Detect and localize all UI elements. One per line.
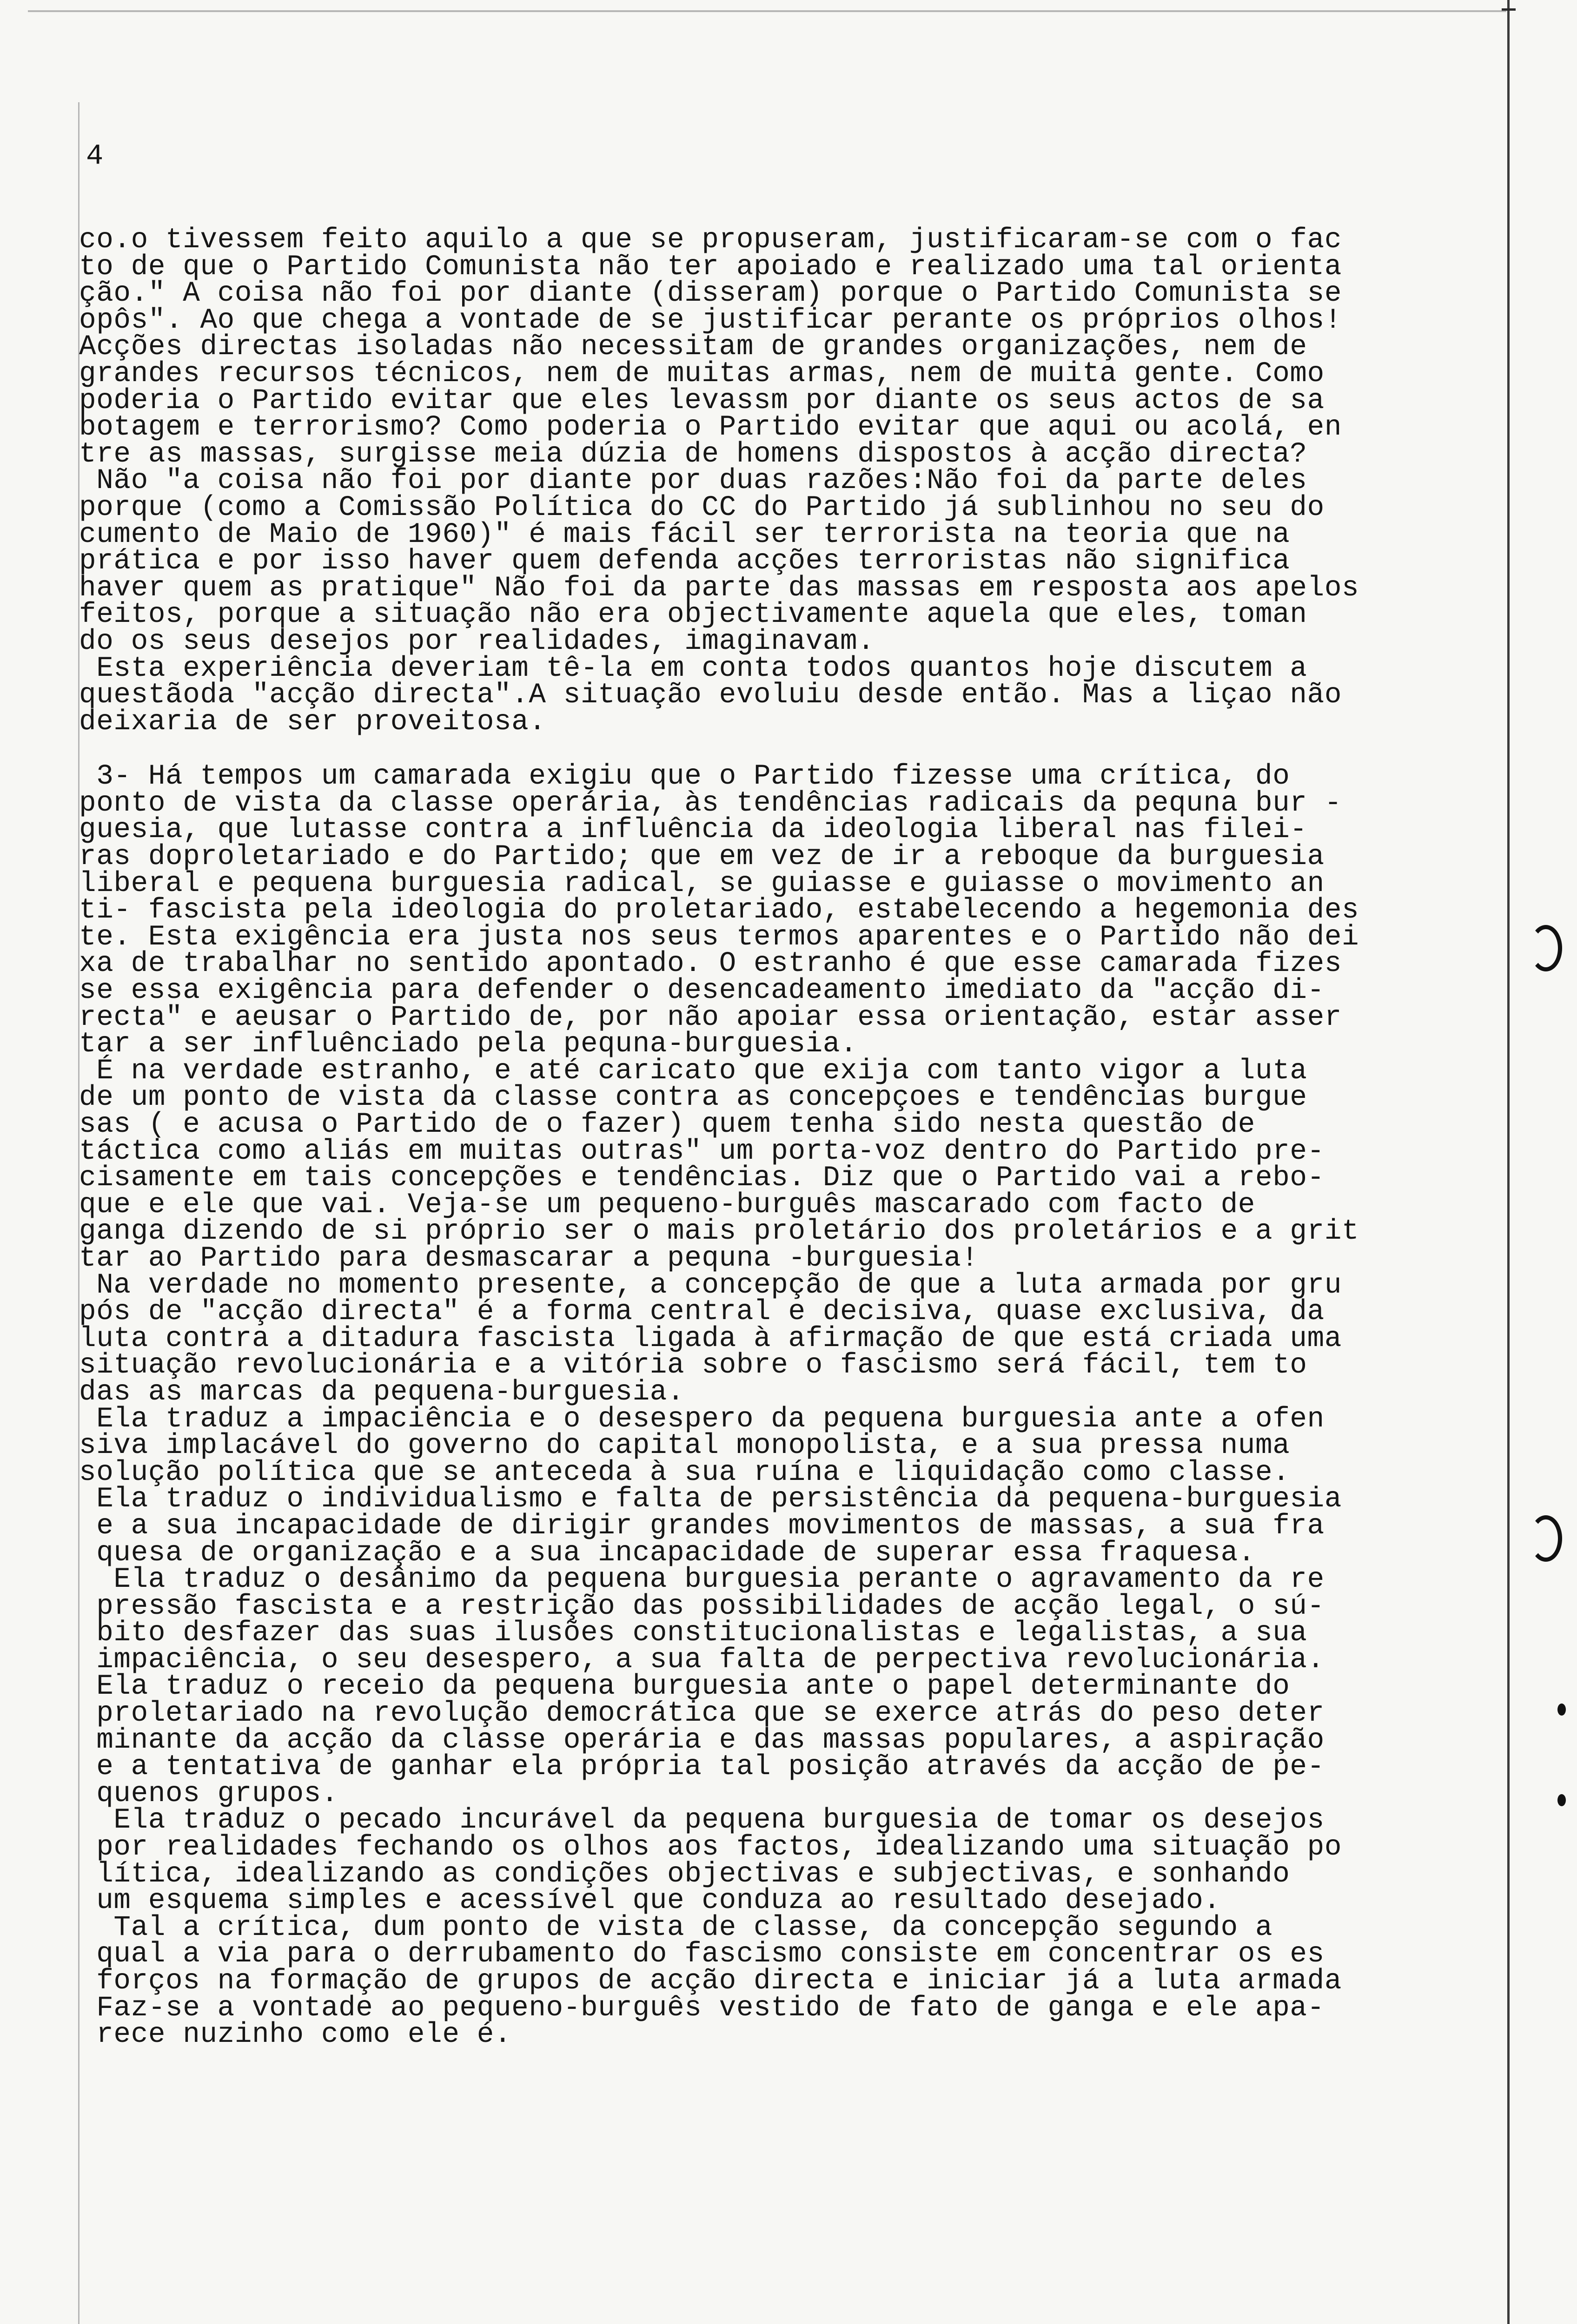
text-line: proletariado na revolução democrática que se exerce atrás do peso deter [79,1697,1325,1730]
text-line: forços na formação de grupos de acção directa e iniciar já a luta armada [79,1965,1342,1997]
text-line: luta contra a ditadura fascista ligada à afirmação de que está criada uma [79,1322,1342,1355]
text-line: solução política que se anteceda à sua ruína e liquidação como classe. [79,1456,1290,1489]
paragraph-gap [79,735,1446,763]
text-line: Acções directas isoladas não necessitam de grandes organizações, nem de [79,331,1307,363]
text-line: por realidades fechando os olhos aos factos, idealizando uma situação po [79,1831,1342,1864]
binder-hole-top [1530,925,1562,971]
text-line: sas ( e acusa o Partido de o fazer) quem tenha sido nesta questão de [79,1109,1256,1141]
text-line: questãoda "acção directa".A situação evoluiu desde então. Mas a liçao não [79,679,1342,712]
text-line: Tal a crítica, dum ponto de vista de classe, da concepção segundo a [79,1911,1273,1944]
corner-mark [1502,8,1516,11]
text-line: 3- Há tempos um camarada exigiu que o Partido fizesse uma crítica, do [79,760,1290,793]
text-line: pós de "acção directa" é a forma central e decisiva, quase exclusiva, da [79,1296,1325,1328]
text-line: quesa de organização e a sua incapacidade de superar essa fraquesa. [79,1537,1256,1569]
ink-dot [1557,1794,1566,1806]
binder-hole-bottom [1530,1515,1562,1562]
text-line: rece nuzinho como ele é. [79,2019,512,2051]
text-line: lítica, idealizando as condições objectivas e subjectivas, e sonhando [79,1858,1290,1890]
text-line: to de que o Partido Comunista não ter apoiado e realizado uma tal orienta [79,251,1342,283]
text-line: Ela traduz o pecado incurável da pequena burguesia de tomar os desejos [79,1804,1325,1837]
text-line: que e ele que vai. Veja-se um pequeno-burguês mascarado com facto de [79,1188,1256,1221]
text-line: se essa exigência para defender o desencadeamento imediato da "acção di- [79,975,1325,1007]
text-line: poderia o Partido evitar que eles levassm por diante os seus actos de sa [79,384,1325,417]
text-line: impaciência, o seu desespero, a sua falta de perpectiva revolucionária. [79,1644,1325,1676]
text-line: porque (como a Comissão Política do CC do Partido já sublinhou no seu do [79,491,1325,524]
ink-dot [1557,1703,1566,1716]
text-line: É na verdade estranho, e até caricato que exija com tanto vigor a luta [79,1055,1307,1087]
body-text [79,224,1446,2051]
right-margin-rule [1507,0,1510,2324]
text-line: minante da acção da classe operária e das massas populares, a aspiração [79,1724,1325,1756]
text-line: e a tentativa de ganhar ela própria tal posição através da acção de pe- [79,1751,1325,1783]
text-line: cumento de Maio de 1960)" é mais fácil ser terrorista na teoria que na [79,518,1290,551]
text-line: quenos grupos. [79,1777,339,1810]
text-line: um esquema simples e acessível que conduza ao resultado desejado. [79,1885,1221,1917]
text-line: ras doproletariado e do Partido; que em vez de ir a reboque da burguesia [79,841,1325,873]
text-line: bito desfazer das suas ilusões constitucionalistas e legalistas, a sua [79,1617,1307,1650]
text-line: qual a via para o derrubamento do fascismo consiste em concentrar os es [79,1938,1325,1971]
text-line: do os seus desejos por realidades, imaginavam. [79,625,875,658]
text-line: cisamente em tais concepções e tendências. Diz que o Partido vai a rebo- [79,1162,1325,1195]
text-line: guesia, que lutasse contra a influência da ideologia liberal nas filei- [79,814,1307,846]
text-line: ponto de vista da classe operária, às tendências radicais da pequna bur - [79,787,1342,819]
text-line: co.o tivessem feito aquilo a que se propuseram, justificaram-se com o fac [79,224,1342,256]
text-line: pressão fascista e a restrição das possibilidades de acção legal, o sú- [79,1590,1325,1623]
text-line: haver quem as pratique" Não foi da parte das massas em resposta aos apelos [79,572,1359,604]
text-line: ganga dizendo de si próprio ser o mais proletário dos proletários e a grit [79,1215,1359,1248]
page-number: 4 [86,139,104,172]
text-line: botagem e terrorismo? Como poderia o Partido evitar que aqui ou acolá, en [79,411,1342,444]
text-line: ção." A coisa não foi por diante (disseram) porque o Partido Comunista se [79,277,1342,310]
text-line: deixaria de ser proveitosa. [79,706,546,738]
text-line: tre as massas, surgisse meia dúzia de homens dispostos à acção directa? [79,438,1307,470]
text-line: prática e por isso haver quem defenda acções terroristas não significa [79,545,1290,578]
text-line: Ela traduz o individualismo e falta de persistência da pequena-burguesia [79,1483,1342,1516]
text-line: Ela traduz o desânimo da pequena burguesia perante o agravamento da re [79,1564,1325,1596]
text-line: tar a ser influênciado pela pequna-burguesia. [79,1028,858,1061]
text-line: táctica como aliás em muitas outras" um porta-voz dentro do Partido pre- [79,1135,1325,1168]
text-line: das as marcas da pequena-burguesia. [79,1376,685,1408]
text-line: siva implacável do governo do capital monopolista, e a sua pressa numa [79,1430,1290,1462]
text-line: xa de trabalhar no sentido apontado. O estranho é que esse camarada fizes [79,948,1342,980]
text-line: opôs". Ao que chega a vontade de se justificar perante os próprios olhos! [79,304,1342,337]
text-line: e a sua incapacidade de dirigir grandes movimentos de massas, a sua fra [79,1510,1325,1542]
text-line: ti- fascista pela ideologia do proletariado, estabelecendo a hegemonia des [79,894,1359,927]
text-line: te. Esta exigência era justa nos seus termos aparentes e o Partido não dei [79,921,1359,953]
text-line: Na verdade no momento presente, a concepção de que a luta armada por gru [79,1269,1342,1301]
text-line: Ela traduz a impaciência e o desespero da pequena burguesia ante a ofen [79,1403,1325,1435]
text-line: Esta experiência deveriam tê-la em conta todos quantos hoje discutem a [79,652,1307,685]
top-scan-edge [28,10,1506,12]
text-line: Faz-se a vontade ao pequeno-burguês vestido de fato de ganga e ele apa- [79,1992,1325,2024]
text-line: grandes recursos técnicos, nem de muitas armas, nem de muita gente. Como [79,357,1325,390]
text-line: situação revolucionária e a vitória sobre o fascismo será fácil, tem to [79,1349,1307,1382]
text-line: feitos, porque a situação não era objectivamente aquela que eles, toman [79,599,1307,631]
text-line: Ela traduz o receio da pequena burguesia ante o papel determinante do [79,1670,1290,1703]
text-line: Não "a coisa não foi por diante por duas razões:Não foi da parte deles [79,465,1307,497]
text-line: recta" e aeusar o Partido de, por não apoiar essa orientação, estar asser [79,1001,1342,1034]
text-line: de um ponto de vista da classe contra as concepçoes e tendências burgue [79,1082,1307,1114]
text-line: liberal e pequena burguesia radical, se guiasse e guiasse o movimento an [79,867,1325,900]
text-line: tar ao Partido para desmascarar a pequna -burguesia! [79,1242,979,1274]
